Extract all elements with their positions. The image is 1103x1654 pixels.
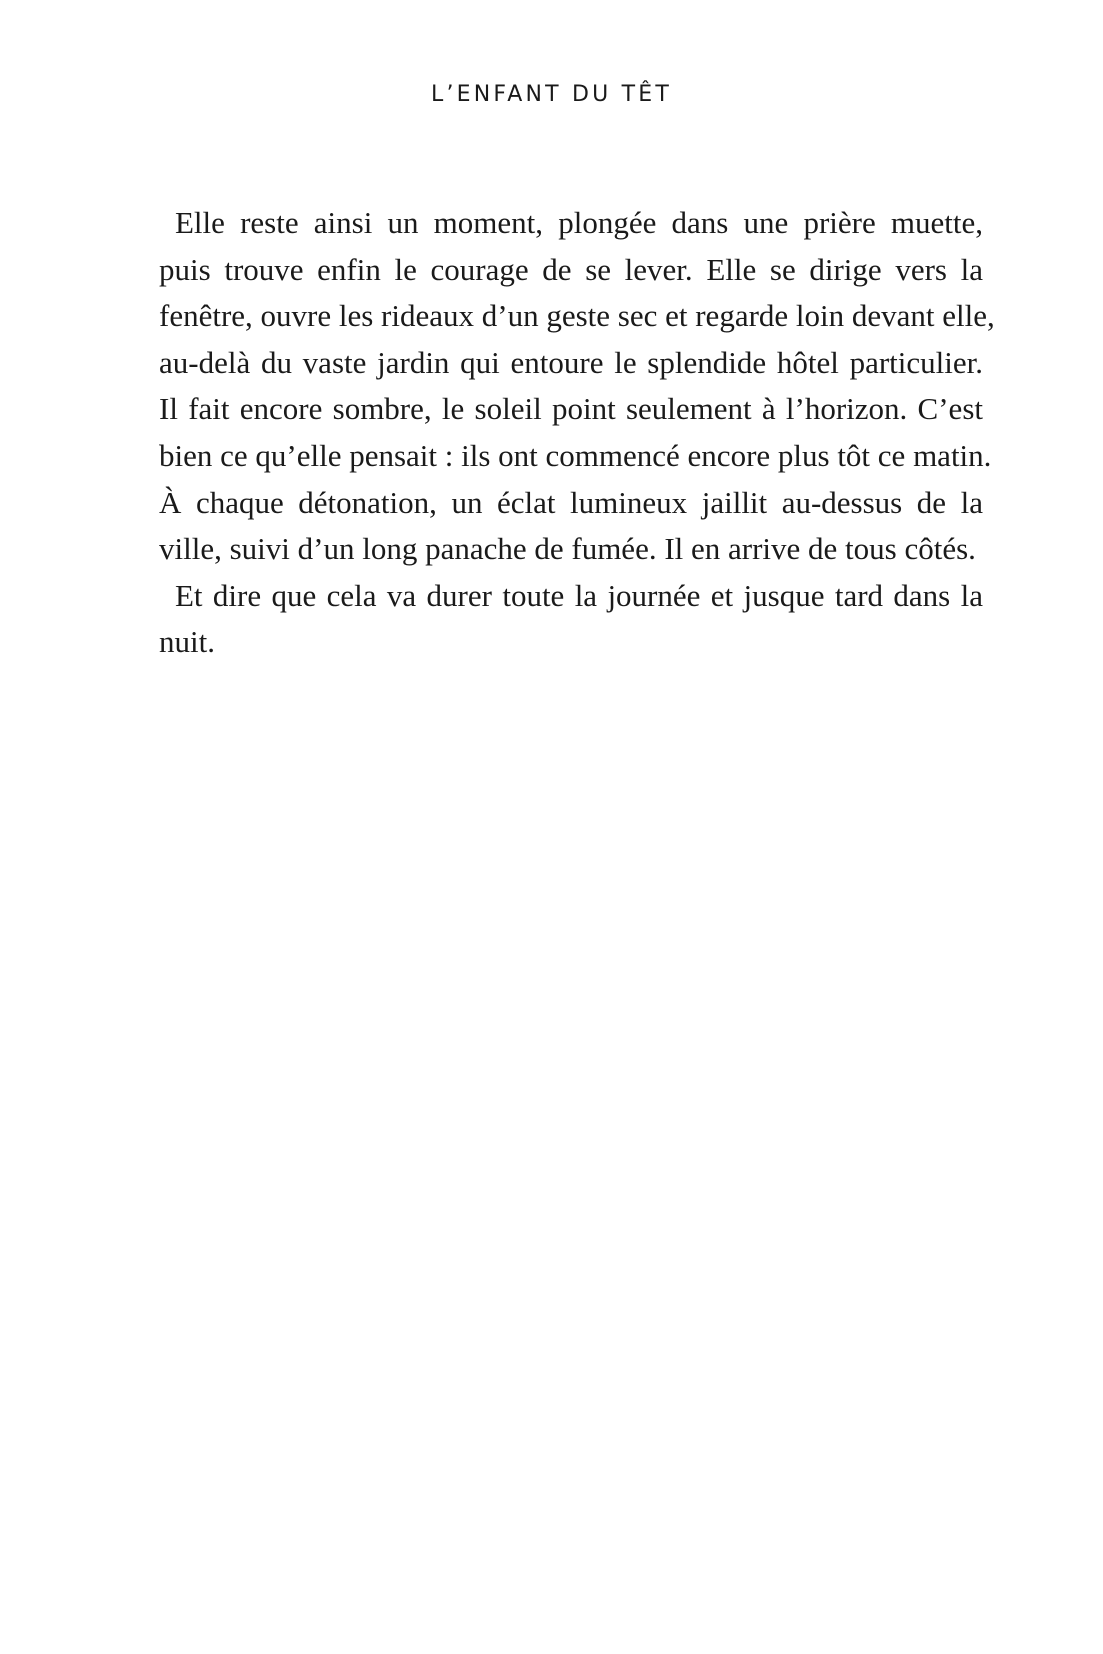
text-line: ville, suivi d’un long panache de fumée. Il en arrive de tous côtés.: [159, 531, 976, 567]
text-line: fenêtre, ouvre les rideaux d’un geste sec et regarde loin devant elle,: [159, 298, 995, 334]
text-line: bien ce qu’elle pensait : ils ont commencé encore plus tôt ce matin.: [159, 437, 992, 473]
text-line: au-delà du vaste jardin qui entoure le splendide hôtel particulier.: [159, 344, 983, 380]
text-line: Et dire que cela va durer toute la journée et jusque tard dans la: [175, 577, 983, 613]
text-line: nuit.: [159, 624, 215, 660]
body-text: [159, 200, 995, 666]
text-line: Elle reste ainsi un moment, plongée dans une prière muette,: [175, 205, 983, 240]
running-header: L’ENFANT DU TÊT: [431, 82, 672, 107]
text-line: À chaque détonation, un éclat lumineux jaillit au-dessus de la: [159, 484, 983, 520]
text-line: Il fait encore sombre, le soleil point seulement à l’horizon. C’est: [159, 391, 983, 427]
text-line: puis trouve enfin le courage de se lever. Elle se dirige vers la: [159, 251, 983, 287]
